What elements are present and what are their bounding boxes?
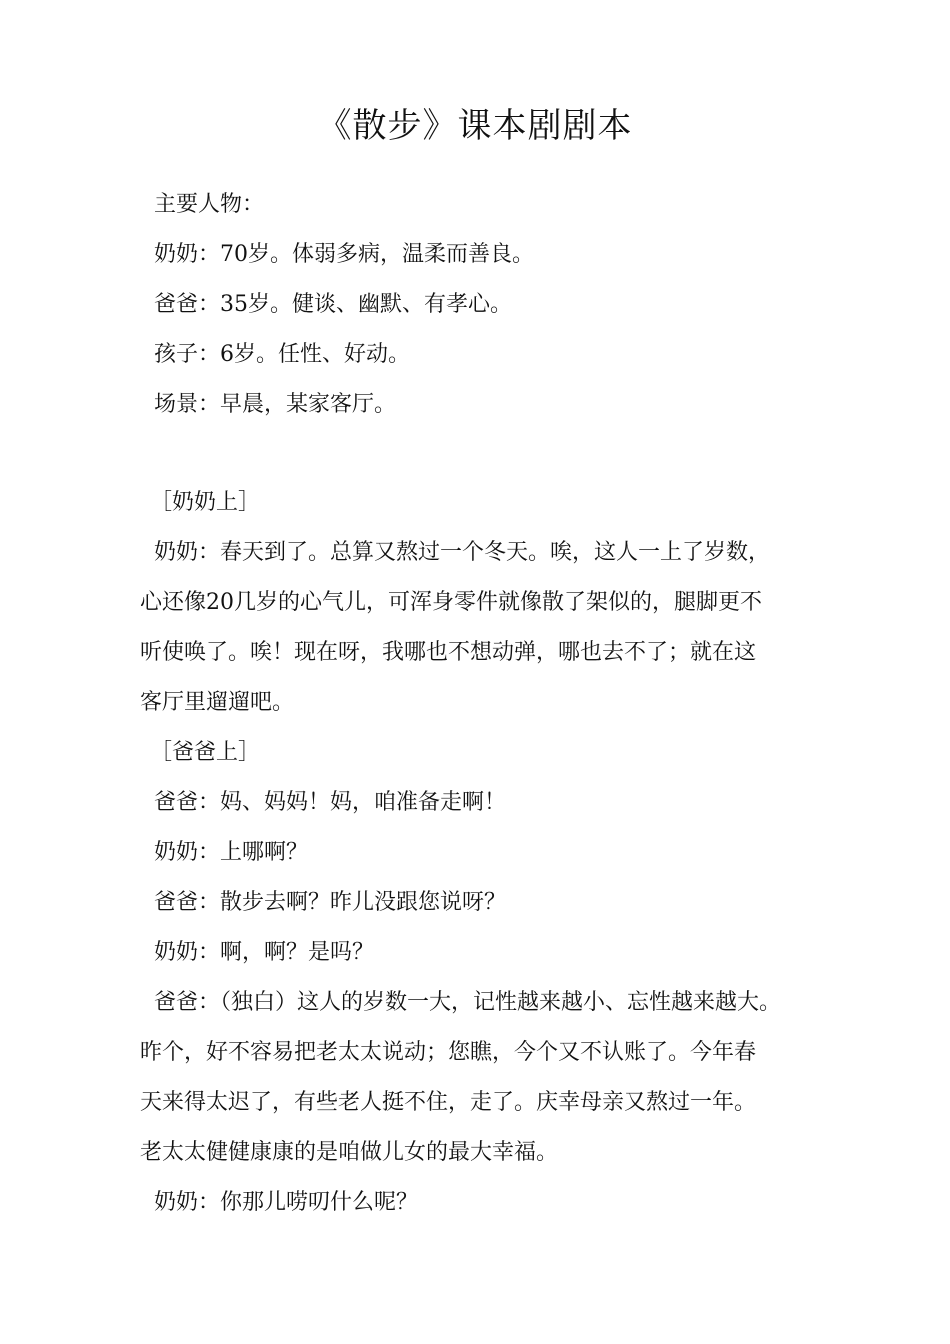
dialogue-line: 奶奶：上哪啊？	[154, 840, 309, 865]
dialogue-line: 奶奶：啊，啊？是吗？	[154, 940, 375, 965]
dialogue-line: 老太太健健康康的是咱做儿女的最大幸福。	[140, 1140, 559, 1165]
stage-direction: ［爸爸上］	[150, 740, 261, 765]
character-child: 孩子：6岁。任性、好动。	[154, 342, 410, 367]
dialogue-line: 听使唤了。唉！现在呀，我哪也不想动弹，哪也去不了；就在这	[140, 640, 757, 665]
dialogue-line: 爸爸：散步去啊？昨儿没跟您说呀？	[154, 890, 507, 915]
dialogue-line: 爸爸：（独白）这人的岁数一大，记性越来越小、忘性越来越大。	[154, 990, 782, 1015]
dialogue-line: 昨个，好不容易把老太太说动；您瞧，今个又不认账了。今年春	[140, 1040, 757, 1065]
scene-description: 场景：早晨，某家客厅。	[154, 392, 397, 417]
character-dad: 爸爸：35岁。健谈、幽默、有孝心。	[154, 292, 512, 317]
dialogue-line: 天来得太迟了，有些老人挺不住，走了。庆幸母亲又熬过一年。	[140, 1090, 757, 1115]
character-grandma: 奶奶：70岁。体弱多病，温柔而善良。	[154, 242, 534, 267]
dialogue-line: 爸爸：妈、妈妈！妈，咱准备走啊！	[154, 790, 507, 815]
dialogue-line: 客厅里遛遛吧。	[140, 690, 295, 715]
dialogue-line: 心还像20几岁的心气儿，可浑身零件就像散了架似的，腿脚更不	[140, 590, 762, 615]
dialogue-line: 奶奶：你那儿唠叨什么呢？	[154, 1190, 419, 1215]
stage-direction: ［奶奶上］	[150, 490, 261, 515]
dialogue-line: 奶奶：春天到了。总算又熬过一个冬天。唉，这人一上了岁数，	[154, 540, 771, 565]
document-title: 《散步》课本剧剧本	[317, 106, 633, 146]
characters-heading: 主要人物：	[154, 192, 265, 217]
